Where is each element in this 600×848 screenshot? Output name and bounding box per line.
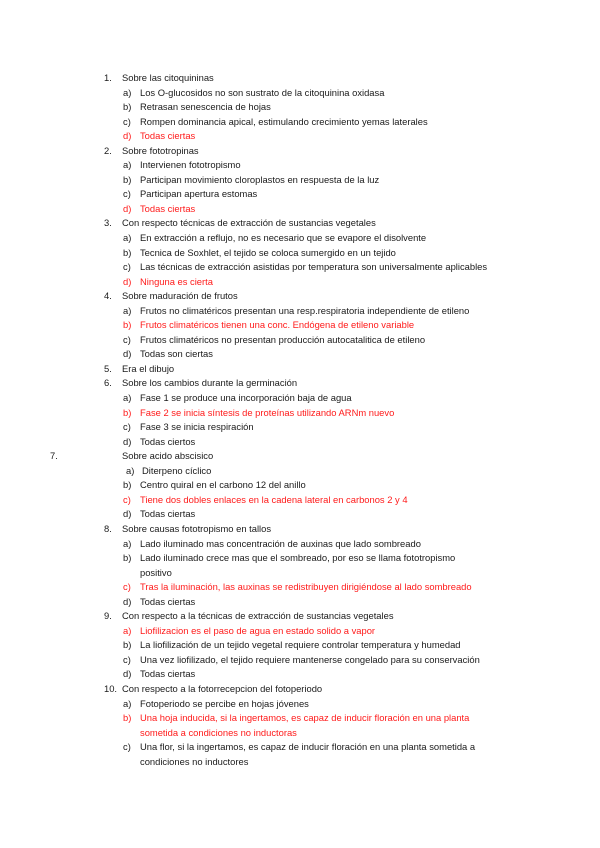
option-text: Participan movimiento cloroplastos en respuesta de la luz xyxy=(140,173,380,185)
option-text: Fotoperiodo se percibe en hojas jóvenes xyxy=(140,697,309,709)
option-letter: a) xyxy=(123,86,132,98)
option xyxy=(0,347,600,362)
option xyxy=(0,173,600,188)
option-text: Todas son ciertas xyxy=(140,348,213,360)
option xyxy=(0,86,600,101)
option xyxy=(0,115,600,130)
option-text: Todas ciertas xyxy=(140,130,196,142)
option-letter: d) xyxy=(123,435,132,447)
option-text: Frutos no climatéricos presentan una resp.respiratoria independiente de etileno xyxy=(140,304,470,316)
option-letter: d) xyxy=(123,508,132,520)
option-letter: b) xyxy=(123,173,132,185)
option xyxy=(0,391,600,406)
question-number: 4. xyxy=(104,290,112,302)
option-text: Una vez liofilizado, el tejido requiere mantenerse congelado para su conservación xyxy=(140,653,480,665)
option xyxy=(0,537,600,552)
question-number: 1. xyxy=(104,72,112,83)
question-5 xyxy=(0,362,600,377)
option-text: Centro quiral en el carbono 12 del anillo xyxy=(140,479,306,491)
option-letter: a) xyxy=(123,392,132,404)
option-letter: d) xyxy=(123,275,132,287)
option-letter: c) xyxy=(123,421,131,433)
option-letter: c) xyxy=(123,581,131,593)
option-text: Lado iluminado crece mas que el sombreado, por eso se llama fototropismo xyxy=(140,552,456,564)
option-letter: b) xyxy=(123,712,132,724)
question-text: Sobre maduración de frutos xyxy=(122,290,238,302)
correct-option xyxy=(0,711,600,726)
option-letter: d) xyxy=(123,348,132,360)
correct-option xyxy=(0,129,600,144)
question-text: Sobre acido abscisico xyxy=(122,450,214,462)
option-text: condiciones no inductores xyxy=(140,755,249,767)
question-number: 2. xyxy=(104,144,112,156)
option xyxy=(0,464,600,479)
option-letter: a) xyxy=(126,464,135,476)
question-number: 3. xyxy=(104,217,112,229)
correct-option xyxy=(0,406,600,421)
question-text: Con respecto técnicas de extracción de sustancias vegetales xyxy=(122,217,376,229)
option-letter: b) xyxy=(123,246,132,258)
question-1 xyxy=(0,71,600,86)
option xyxy=(0,420,600,435)
option-letter: d) xyxy=(123,668,132,680)
option xyxy=(0,333,600,348)
question-number: 5. xyxy=(104,362,112,374)
option-text: Ninguna es cierta xyxy=(140,275,213,287)
question-3 xyxy=(0,216,600,231)
option-letter: b) xyxy=(123,319,132,331)
option xyxy=(0,158,600,173)
option-text: Lado iluminado mas concentración de auxinas que lado sombreado xyxy=(140,537,421,549)
option-letter: a) xyxy=(123,697,132,709)
option xyxy=(0,595,600,610)
option-letter: d) xyxy=(123,130,132,142)
option-text: Todas ciertas xyxy=(140,668,196,680)
option-text: Una hoja inducida, si la ingertamos, es capaz de inducir floración en una planta xyxy=(140,712,470,724)
option-text: Las técnicas de extracción asistidas por temperatura son universalmente aplicables xyxy=(140,261,488,273)
option-text: Liofilizacion es el paso de agua en estado solido a vapor xyxy=(140,624,376,636)
option-letter: a) xyxy=(123,232,132,244)
question-number: 9. xyxy=(104,610,112,622)
option-text: Frutos climatéricos tienen una conc. Endógena de etileno variable xyxy=(140,319,415,331)
option xyxy=(0,231,600,246)
option xyxy=(0,566,600,581)
option xyxy=(0,100,600,115)
option-letter: c) xyxy=(123,741,131,753)
option-letter: b) xyxy=(123,406,132,418)
option xyxy=(0,755,600,770)
question-text: Sobre fototropinas xyxy=(122,144,199,156)
question-10 xyxy=(0,682,600,697)
question-2 xyxy=(0,144,600,159)
option-letter: d) xyxy=(123,595,132,607)
question-text: Sobre causas fototropismo en tallos xyxy=(122,522,272,534)
option xyxy=(0,667,600,682)
question-4 xyxy=(0,289,600,304)
correct-option xyxy=(0,580,600,595)
option-text: Tiene dos dobles enlaces en la cadena lateral en carbonos 2 y 4 xyxy=(140,493,408,505)
option xyxy=(0,740,600,755)
option xyxy=(0,653,600,668)
question-6 xyxy=(0,376,600,391)
question-number: 7. xyxy=(50,450,58,462)
option-letter: a) xyxy=(123,537,132,549)
question-number: 6. xyxy=(104,377,112,389)
question-9 xyxy=(0,609,600,624)
option xyxy=(0,478,600,493)
option xyxy=(0,246,600,261)
option xyxy=(0,551,600,566)
option-text: Todas ciertas xyxy=(140,595,196,607)
option-text: La liofilización de un tejido vegetal requiere controlar temperatura y humedad xyxy=(140,639,461,651)
correct-option xyxy=(0,318,600,333)
question-text: Era el dibujo xyxy=(122,362,175,374)
option-text: Fase 3 se inicia respiración xyxy=(140,421,254,433)
option-letter: c) xyxy=(123,188,131,200)
option-letter: b) xyxy=(123,479,132,491)
option-text: Todas ciertas xyxy=(140,202,196,214)
option-text: Los O-glucosidos no son sustrato de la citoquinina oxidasa xyxy=(140,86,385,98)
option-text: Retrasan senescencia de hojas xyxy=(140,101,271,113)
correct-option xyxy=(0,624,600,639)
option-letter: b) xyxy=(123,101,132,113)
option-letter: b) xyxy=(123,552,132,564)
question-7 xyxy=(0,449,600,464)
option-text: Participan apertura estomas xyxy=(140,188,258,200)
correct-option xyxy=(0,202,600,217)
option-text: Todas ciertas xyxy=(140,508,196,520)
option-letter: c) xyxy=(123,493,131,505)
question-text: Con respecto a la fotorrecepcion del fotoperiodo xyxy=(122,682,323,694)
option-text: Una flor, si la ingertamos, es capaz de inducir floración en una planta sometida a xyxy=(140,741,476,753)
option xyxy=(0,638,600,653)
option xyxy=(0,697,600,712)
option-text: Fase 2 se inicia síntesis de proteínas utilizando ARNm nuevo xyxy=(140,406,395,418)
option-letter: c) xyxy=(123,261,131,273)
option-text: positivo xyxy=(140,566,172,578)
question-number: 10. xyxy=(104,682,118,694)
option-text: Frutos climatéricos no presentan producción autocatalitica de etileno xyxy=(140,333,426,345)
option-letter: a) xyxy=(123,159,132,171)
question-text: Con respecto a la técnicas de extracción de sustancias vegetales xyxy=(122,610,394,622)
question-8 xyxy=(0,522,600,537)
option-text: Tecnica de Soxhlet, el tejido se coloca sumergido en un tejido xyxy=(140,246,396,258)
question-text: Sobre las citoquininas xyxy=(122,72,214,83)
option xyxy=(0,187,600,202)
option-text: Tras la iluminación, las auxinas se redistribuyen dirigiéndose al lado sombreado xyxy=(140,581,472,593)
option xyxy=(0,435,600,450)
option-letter: b) xyxy=(123,639,132,651)
option-letter: c) xyxy=(123,115,131,127)
option-letter: a) xyxy=(123,624,132,636)
document-page xyxy=(0,71,600,769)
option-text: Todas ciertos xyxy=(140,435,196,447)
correct-option xyxy=(0,275,600,290)
option-text: Rompen dominancia apical, estimulando crecimiento yemas laterales xyxy=(140,115,428,127)
option-text: En extracción a reflujo, no es necesario que se evapore el disolvente xyxy=(140,232,427,244)
option-letter: a) xyxy=(123,304,132,316)
option xyxy=(0,260,600,275)
question-text: Sobre los cambios durante la germinación xyxy=(122,377,298,389)
option-text: Diterpeno cíclico xyxy=(142,464,212,476)
correct-option xyxy=(0,493,600,508)
option-text: Fase 1 se produce una incorporación baja de agua xyxy=(140,392,352,404)
option-text: Intervienen fototropismo xyxy=(140,159,241,171)
question-number: 8. xyxy=(104,522,112,534)
option xyxy=(0,304,600,319)
option xyxy=(0,507,600,522)
option-letter: c) xyxy=(123,653,131,665)
option-letter: c) xyxy=(123,333,131,345)
option-text: sometida a condiciones no inductoras xyxy=(140,726,297,738)
correct-option xyxy=(0,726,600,741)
option-letter: d) xyxy=(123,202,132,214)
